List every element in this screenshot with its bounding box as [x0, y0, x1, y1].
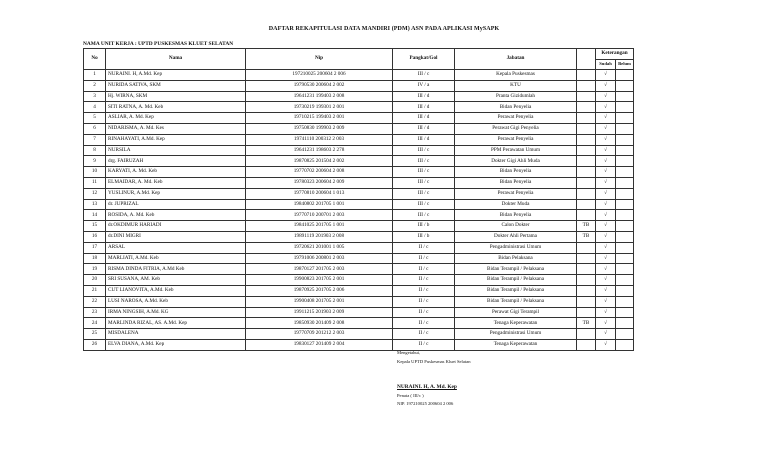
table-row	[84, 318, 634, 329]
row-pangkat: III / c	[393, 167, 455, 178]
row-no: 13	[84, 199, 106, 210]
row-tb: TB	[577, 231, 596, 242]
row-jabatan: Bidan Penyelia	[455, 102, 577, 113]
row-jabatan: Tenaga Keperawatan	[455, 339, 577, 350]
row-nip: 19900823 201705 2 001	[246, 275, 393, 286]
table-row	[84, 307, 634, 318]
row-no: 19	[84, 264, 106, 275]
row-tb	[577, 329, 596, 340]
row-belum	[616, 221, 634, 232]
row-jabatan: Bidan Penyelia	[455, 177, 577, 188]
document-title: DAFTAR REKAPITULASI DATA MANDIRI (PDM) ASN PADA APLIKASI MySAPK	[268, 26, 500, 32]
header-nip: Nip	[246, 49, 393, 70]
row-tb	[577, 167, 596, 178]
row-tb	[577, 102, 596, 113]
header-no: No	[84, 49, 106, 70]
row-belum	[616, 242, 634, 253]
row-belum	[616, 253, 634, 264]
row-belum	[616, 210, 634, 221]
row-sudah: √	[596, 70, 616, 81]
row-no: 21	[84, 285, 106, 296]
row-no: 4	[84, 102, 106, 113]
row-nip: 19770710 200701 2 003	[246, 210, 393, 221]
row-sudah: √	[596, 253, 616, 264]
row-nip: 197210025 200604 2 006	[246, 70, 393, 81]
row-nip: 19790530 200604 2 002	[246, 80, 393, 91]
row-jabatan: Tenaga Keperawatan	[455, 318, 577, 329]
row-tb	[577, 80, 596, 91]
row-no: 5	[84, 113, 106, 124]
row-nip: 19641231 198603 2 278	[246, 145, 393, 156]
row-no: 17	[84, 242, 106, 253]
row-jabatan: Dokter Ahli Pertama	[455, 231, 577, 242]
row-pangkat: III / d	[393, 134, 455, 145]
row-tb	[577, 296, 596, 307]
row-nama: ARSAL	[106, 242, 246, 253]
row-sudah: √	[596, 188, 616, 199]
row-nip: 19770810 200604 1 013	[246, 188, 393, 199]
row-pangkat: III / c	[393, 188, 455, 199]
row-nip: 19710215 199403 2 001	[246, 113, 393, 124]
signature-name: NURAINI. H, A. Md. Kep	[397, 384, 457, 390]
row-no: 11	[84, 177, 106, 188]
row-no: 1	[84, 70, 106, 81]
row-pangkat: II / c	[393, 253, 455, 264]
row-nip: 19770702 200604 2 008	[246, 167, 393, 178]
header-belum: Belum	[616, 60, 634, 70]
signature-rank: Penata ( III/c )	[397, 393, 424, 398]
row-nip: 19900408 201705 2 001	[246, 296, 393, 307]
header-sudah: Sudah	[596, 60, 616, 70]
row-belum	[616, 329, 634, 340]
row-tb	[577, 145, 596, 156]
row-nama: MARLIATI, A.Md. Keb	[106, 253, 246, 264]
table-row	[84, 177, 634, 188]
row-tb	[577, 339, 596, 350]
row-sudah: √	[596, 329, 616, 340]
row-pangkat: III / c	[393, 156, 455, 167]
row-pangkat: III / c	[393, 70, 455, 81]
row-belum	[616, 199, 634, 210]
row-jabatan: Bidan Terampil / Pelaksana	[455, 275, 577, 286]
row-no: 18	[84, 253, 106, 264]
row-pangkat: II / c	[393, 264, 455, 275]
row-no: 3	[84, 91, 106, 102]
row-nama: ELMAIDAR, A. Md. Keb	[106, 177, 246, 188]
table-row	[84, 80, 634, 91]
row-sudah: √	[596, 296, 616, 307]
row-pangkat: III / d	[393, 113, 455, 124]
table-row	[84, 134, 634, 145]
table-row	[84, 102, 634, 113]
row-pangkat: III / b	[393, 221, 455, 232]
row-tb: TB	[577, 318, 596, 329]
row-tb	[577, 264, 596, 275]
row-sudah: √	[596, 123, 616, 134]
row-sudah: √	[596, 210, 616, 221]
row-nama: dr. JUPRIZAL	[106, 199, 246, 210]
row-tb	[577, 123, 596, 134]
row-tb	[577, 177, 596, 188]
table-row	[84, 285, 634, 296]
row-jabatan: Perawat Penyelia	[455, 113, 577, 124]
table-row	[84, 296, 634, 307]
row-belum	[616, 70, 634, 81]
row-pangkat: II / c	[393, 242, 455, 253]
row-nama: KARYATI, A. Md. Keb	[106, 167, 246, 178]
row-nip: 19870127 201705 2 003	[246, 264, 393, 275]
table-row	[84, 145, 634, 156]
row-no: 15	[84, 221, 106, 232]
row-no: 25	[84, 329, 106, 340]
row-jabatan: Pengadministrasi Umum	[455, 242, 577, 253]
unit-name: NAMA UNIT KERJA : UPTD PUSKESMAS KLUET SELATAN	[83, 41, 234, 47]
row-nip: 19780323 200604 2 009	[246, 177, 393, 188]
table-row	[84, 264, 634, 275]
table-row	[84, 156, 634, 167]
row-sudah: √	[596, 113, 616, 124]
signature-position: Kepala UPTD Puskesmas Kluet Selatan	[397, 359, 471, 364]
header-pangkat: Pangkat/Gol	[393, 49, 455, 70]
row-no: 6	[84, 123, 106, 134]
row-nama: NURAINI. H, A.Md. Kep	[106, 70, 246, 81]
row-no: 8	[84, 145, 106, 156]
row-nama: RINAHAYATI, A.Md. Kep	[106, 134, 246, 145]
row-belum	[616, 264, 634, 275]
row-tb	[577, 156, 596, 167]
row-sudah: √	[596, 242, 616, 253]
table-row	[84, 91, 634, 102]
row-pangkat: II / c	[393, 318, 455, 329]
row-belum	[616, 91, 634, 102]
row-tb	[577, 113, 596, 124]
row-belum	[616, 231, 634, 242]
row-sudah: √	[596, 167, 616, 178]
row-nama: ROSIDA, A. Md. Keb	[106, 210, 246, 221]
table-header-row	[84, 49, 634, 60]
row-tb	[577, 253, 596, 264]
row-no: 16	[84, 231, 106, 242]
row-jabatan: Perawat Gigi Penyelia	[455, 123, 577, 134]
row-tb	[577, 242, 596, 253]
table-row	[84, 253, 634, 264]
header-blank	[577, 49, 596, 70]
row-belum	[616, 339, 634, 350]
row-jabatan: Pranta Gizidumlah	[455, 91, 577, 102]
header-nama: Nama	[106, 49, 246, 70]
row-sudah: √	[596, 307, 616, 318]
row-belum	[616, 296, 634, 307]
row-nip: 19850930 201409 2 008	[246, 318, 393, 329]
row-nama: NURIDA SATIVA, SKM	[106, 80, 246, 91]
row-no: 20	[84, 275, 106, 286]
row-no: 23	[84, 307, 106, 318]
row-no: 2	[84, 80, 106, 91]
row-sudah: √	[596, 156, 616, 167]
row-nama: RISMA DINDA FITRIA, A.Md Keb	[106, 264, 246, 275]
row-nip: 19870825 201504 2 002	[246, 156, 393, 167]
row-sudah: √	[596, 221, 616, 232]
row-nip: 19840802 201705 1 001	[246, 199, 393, 210]
row-sudah: √	[596, 102, 616, 113]
row-belum	[616, 123, 634, 134]
table-row	[84, 231, 634, 242]
row-sudah: √	[596, 91, 616, 102]
row-nama: MISDALENA	[106, 329, 246, 340]
row-nama: drg. FAIRUZAH	[106, 156, 246, 167]
row-sudah: √	[596, 134, 616, 145]
row-sudah: √	[596, 145, 616, 156]
row-no: 9	[84, 156, 106, 167]
row-pangkat: II / c	[393, 275, 455, 286]
row-pangkat: II / c	[393, 307, 455, 318]
row-sudah: √	[596, 318, 616, 329]
row-jabatan: Perawat Penyelia	[455, 134, 577, 145]
row-tb: TB	[577, 221, 596, 232]
row-pangkat: III / c	[393, 210, 455, 221]
table-body	[84, 70, 634, 351]
row-sudah: √	[596, 339, 616, 350]
row-nip: 19641231 199403 2 008	[246, 91, 393, 102]
row-nama: SRI SUSANA, AM. Keb	[106, 275, 246, 286]
row-nip: 19791006 200801 2 003	[246, 253, 393, 264]
row-sudah: √	[596, 231, 616, 242]
row-belum	[616, 145, 634, 156]
signature-mengetahui: Mengetahui,	[397, 350, 421, 355]
row-pangkat: III / d	[393, 102, 455, 113]
row-tb	[577, 188, 596, 199]
row-jabatan: Bidan Terampil / Pelaksana	[455, 264, 577, 275]
table-row	[84, 167, 634, 178]
table-row	[84, 199, 634, 210]
row-nama: ASLIAR, A. Md. Kep	[106, 113, 246, 124]
row-pangkat: III / c	[393, 199, 455, 210]
row-nama: CUT LIANOVITA, A.Md. Keb	[106, 285, 246, 296]
row-tb	[577, 210, 596, 221]
row-jabatan: Calon Dokter	[455, 221, 577, 232]
row-nip: 19870925 201705 2 006	[246, 285, 393, 296]
row-jabatan: Dokter Gigi Ahli Muda	[455, 156, 577, 167]
row-jabatan: Bidan Terampil / Pelaksana	[455, 285, 577, 296]
row-pangkat: III / d	[393, 91, 455, 102]
row-nama: LUSI NAROSA, A.Md. Keb	[106, 296, 246, 307]
row-jabatan: Bidan Penyelia	[455, 167, 577, 178]
row-belum	[616, 318, 634, 329]
row-tb	[577, 307, 596, 318]
row-belum	[616, 188, 634, 199]
row-nama: dr.OKDIMUR HARIADI	[106, 221, 246, 232]
row-pangkat: II / c	[393, 285, 455, 296]
row-no: 22	[84, 296, 106, 307]
row-nip: 19741110 200312 2 003	[246, 134, 393, 145]
row-nip: 19911215 201903 2 009	[246, 307, 393, 318]
row-no: 12	[84, 188, 106, 199]
table-row	[84, 113, 634, 124]
row-sudah: √	[596, 275, 616, 286]
row-pangkat: III / d	[393, 123, 455, 134]
row-no: 14	[84, 210, 106, 221]
row-belum	[616, 102, 634, 113]
row-jabatan: Perawat Gigi Terampil	[455, 307, 577, 318]
row-nip: 19720621 201001 1 005	[246, 242, 393, 253]
row-jabatan: Kepala Puskesmas	[455, 70, 577, 81]
row-tb	[577, 285, 596, 296]
row-pangkat: III / c	[393, 177, 455, 188]
row-nama: YUSLINUR, A.Md. Kep	[106, 188, 246, 199]
row-nip: 19830127 201409 2 004	[246, 339, 393, 350]
table-row	[84, 275, 634, 286]
row-pangkat: II / c	[393, 339, 455, 350]
table-row	[84, 188, 634, 199]
row-nama: dr.DINI MIGRI	[106, 231, 246, 242]
row-nip: 19730219 199301 2 001	[246, 102, 393, 113]
row-nama: MARLINDA RIZAL, AS. A.Md. Kep	[106, 318, 246, 329]
row-jabatan: Perawat Penyelia	[455, 188, 577, 199]
row-tb	[577, 91, 596, 102]
row-belum	[616, 307, 634, 318]
row-jabatan: Bidan Terampil / Pelaksana	[455, 296, 577, 307]
row-no: 26	[84, 339, 106, 350]
row-nama: NURSILA	[106, 145, 246, 156]
row-belum	[616, 113, 634, 124]
row-jabatan: PPM Perawatan Umum	[455, 145, 577, 156]
header-keterangan: Keterangan	[596, 49, 634, 60]
table-row	[84, 123, 634, 134]
row-nama: ELVA DIANA, A.Md. Kep	[106, 339, 246, 350]
row-belum	[616, 285, 634, 296]
row-jabatan: Pengadministrasi Umum	[455, 329, 577, 340]
row-nama: SITI RATNA, A. Md. Keb	[106, 102, 246, 113]
row-sudah: √	[596, 80, 616, 91]
row-nama: IRMA NINGSIH, A.Md. KG	[106, 307, 246, 318]
row-no: 7	[84, 134, 106, 145]
row-sudah: √	[596, 264, 616, 275]
row-jabatan: KTU	[455, 80, 577, 91]
table-row	[84, 329, 634, 340]
row-sudah: √	[596, 199, 616, 210]
table-row	[84, 221, 634, 232]
row-jabatan: Dokter Muda	[455, 199, 577, 210]
row-nip: 19841025 201705 1 001	[246, 221, 393, 232]
row-belum	[616, 275, 634, 286]
row-pangkat: IV / a	[393, 80, 455, 91]
header-jabatan: Jabatan	[455, 49, 577, 70]
row-belum	[616, 134, 634, 145]
row-pangkat: II / c	[393, 296, 455, 307]
table-row	[84, 70, 634, 81]
row-sudah: √	[596, 177, 616, 188]
row-belum	[616, 156, 634, 167]
row-tb	[577, 199, 596, 210]
row-pangkat: III / c	[393, 145, 455, 156]
row-no: 24	[84, 318, 106, 329]
table-row	[84, 339, 634, 350]
row-jabatan: Bidan Penyelia	[455, 210, 577, 221]
recap-table	[83, 48, 634, 351]
row-tb	[577, 134, 596, 145]
row-tb	[577, 275, 596, 286]
row-sudah: √	[596, 285, 616, 296]
row-pangkat: II / c	[393, 329, 455, 340]
row-belum	[616, 167, 634, 178]
table-row	[84, 210, 634, 221]
table-row	[84, 242, 634, 253]
row-nama: Hj. WIRNA, SKM	[106, 91, 246, 102]
row-jabatan: Bidan Pelaksana	[455, 253, 577, 264]
row-belum	[616, 177, 634, 188]
signature-nip: NIP. 197210025 200604 2 006	[397, 401, 454, 406]
row-nip: 19891119 201903 2 008	[246, 231, 393, 242]
row-nip: 19750830 199903 2 009	[246, 123, 393, 134]
row-belum	[616, 80, 634, 91]
row-nama: NIDARISMA, A. Md. Kes	[106, 123, 246, 134]
row-nip: 19770709 201212 2 003	[246, 329, 393, 340]
row-pangkat: III / b	[393, 231, 455, 242]
row-no: 10	[84, 167, 106, 178]
row-tb	[577, 70, 596, 81]
